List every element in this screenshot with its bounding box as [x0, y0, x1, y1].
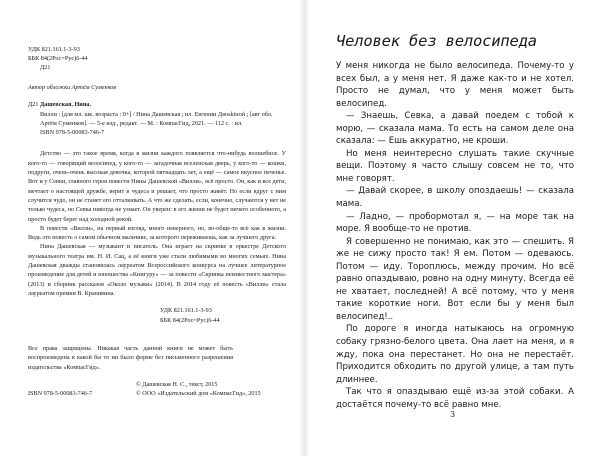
rights-notice: Все права защищены. Никакая часть данной книги не может быть воспроизведена в какой бы то ни было форме без письменного разрешения издательства «КомпасГид». [28, 345, 233, 371]
udk-code: УДК 821.161.1-3-93 [28, 46, 80, 53]
story-paragraph: По дороге я иногда натыкаюсь на огромную собаку грязно-белого цвета. Она лает на меня, и я жду, пока она перестанет. Но она не перестаёт. Приходится обходить по другой улице, а там путь длиннее. [336, 324, 574, 385]
catalog-codes-repeat [28, 306, 286, 326]
annotation-paragraph: Детство — это такое время, когда в жизни каждого появляется что-нибудь волшебное. У кого-то — говорящий велосипед, у кого-то — загадочная вселенская дверь, у кого-то — кошки, подруги, очень-очень высокая девочка, которой пятнадцать лет, а ещё — самое вкусное печенье. Вот и у Севки, главного героя повести Нины Дашевской «Вилли», всё просто. Он, как и все дети, мечтает о настоящей дружбе, верит в чудеса и решает, что просто живёт. Но если вдруг с ним случится чудо, он не станет его отталкивать. А что же сделать, если, конечно, случаются у нет не только чудеса, но Севка никогда не узнает. Он уверен: в его жизни не будет ничего особенного, а просто будет берег над холодной рекой. [28, 150, 286, 223]
book-gutter [299, 0, 309, 456]
copyright-publisher: © ООО «Издательский дом «КомпасГид», 2015 [136, 390, 261, 398]
story-paragraph: Так что я опаздываю ещё из-за этой собаки. А достаётся почему-то всё равно мне. [336, 387, 574, 410]
chapter-title: Человек без велосипеда [336, 32, 537, 50]
imprint-page [28, 46, 286, 399]
catalog-entry-isbn: ISBN 978-5-00083-746-7 [40, 129, 105, 137]
copyright-text: © Дашевская Н. С., текст, 2015 [136, 380, 218, 388]
cover-credit: Автор обложки Артём Суменков [28, 83, 117, 91]
catalog-entry-author: Дашевская, Нина. [39, 101, 92, 109]
author-mark: Д21 [40, 63, 51, 71]
catalog-entry-code: Д21 [28, 101, 39, 109]
annotation-paragraph: Нина Дашевская — музыкант и писатель. Она играет на скрипке в оркестре Детского музыкального театра им. Н. И. Сац, а её книги уже стали любимыми во многих семьях. Нина Дашевская дважды становилась лауреатом Всероссийского конкурса на лучшее литературное произведение для детей и юношества «Книгуру» — за повести «Скрипка неизвестного мастера» (2013) и сборник рассказов «Около музыки» (2014). В 2014 году её повесть «Вилли» стала лауреатом премии В. Крапивина. [28, 243, 286, 297]
copyright-lines [136, 380, 286, 399]
story-paragraph: Но меня неинтересно слушать такие скучные вещи. Поэтому я часто слышу совсем не то, что мне говорят. [336, 148, 574, 184]
story-paragraph: — Ладно, — пробормотал я, — на море так на море. Я вообще-то не против. [336, 211, 574, 235]
catalog-codes [28, 46, 286, 73]
udk-code-repeat: УДК 821.161.1-3-93 [160, 307, 212, 315]
story-paragraph: — Знаешь, Севка, а давай поедем с тобой к морю, — сказала мама. То есть на самом деле она сказала: — Ешь аккуратно, не кроши. [336, 111, 574, 147]
isbn-bottom: ISBN 978-5-00083-746-7 [28, 390, 93, 398]
catalog-entry [28, 100, 286, 137]
isbn-copyright-row [28, 380, 286, 399]
catalog-entry-description: Вилли : [для мл. шк. возраста : 0+] / Нина Дашевская ; ил. Евгении Двоskiной ; [авт обл. Артём Суменков]. — 5-е изд., редакт. — М. : КомпасГид, 2021. — 112 с. : ил. [40, 110, 273, 127]
annotation-paragraph: В повести «Вилли», на первый взгляд, много неверного, но, во-обще-то всё как в жизни. Ведь это повесть о самом обычном мальчике, за которого переживаешь, как за лучшего друга. [28, 224, 286, 242]
bbk-code: ББК 84(2Рос=Рус)6-44 [28, 54, 88, 62]
bbk-code-repeat: ББК 84(2Рос=Рус)6-44 [160, 317, 220, 325]
chapter-page [336, 32, 574, 411]
story-paragraph: Я совершенно не понимаю, как это — спешить. Я же не сижу просто так! Я ем. Потом — одеваюсь. Потом — иду. Тороплюсь, между прочим. Но всё равно опаздываю, ровно на одну минуту. Всегда её не хватает, последней! А всё потому, что у меня такие короткие ноги. Вот если бы у меня был велосипед!.. [336, 236, 574, 322]
annotation [28, 149, 286, 298]
page-number: 3 [450, 410, 456, 419]
story-paragraph: — Давай скорее, в школу опоздаешь! — сказала мама. [336, 186, 574, 210]
story-paragraph: У меня никогда не было велосипеда. Почему-то у всех был, а у меня нет. Я даже как-то и не хотел. Просто не думал, что у меня может быть велосипед. [336, 61, 574, 109]
